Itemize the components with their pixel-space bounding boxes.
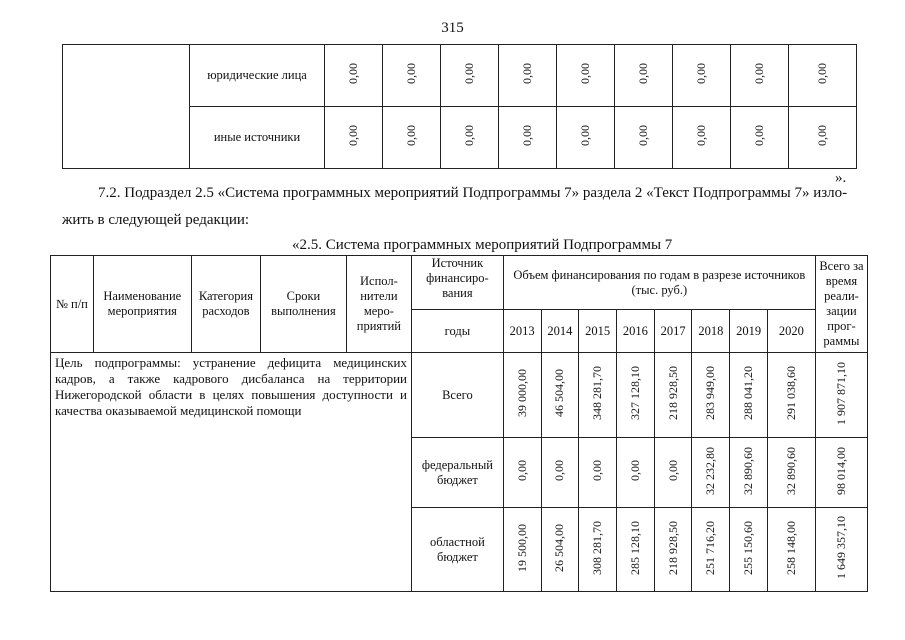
value-cell: 0,00 xyxy=(404,125,418,146)
value-cell: 39 000,00 xyxy=(514,369,529,417)
goal-text: Цель подпрограммы: устранение дефицита медицинских кадров, а также кадрового дисбаланса на территории Нижегородской области в целях повышения доступности и качества оказываемой медицинской помощи xyxy=(51,353,412,592)
value-cell: 32 890,60 xyxy=(783,446,798,495)
value-cell: 0,00 xyxy=(346,125,360,146)
value-cell: 258 148,00 xyxy=(783,520,798,575)
source-label: областной бюджет xyxy=(412,508,504,592)
header-year: 2015 xyxy=(579,310,617,353)
value-cell: 0,00 xyxy=(636,125,650,146)
total-cell: 1 907 871,10 xyxy=(833,361,848,425)
header-source: Источник финансиро-вания xyxy=(412,256,504,310)
value-cell: 291 038,60 xyxy=(783,366,798,420)
value-cell: 255 150,60 xyxy=(741,520,756,575)
header-year: 2014 xyxy=(541,310,579,353)
source-label: Всего xyxy=(412,353,504,438)
value-cell: 251 716,20 xyxy=(703,520,718,575)
value-cell: 0,00 xyxy=(627,460,642,481)
value-cell: 0,00 xyxy=(520,63,534,84)
header-category: Категория расходов xyxy=(191,256,260,353)
paragraph-line-2: жить в следующей редакции: xyxy=(62,212,250,228)
value-cell: 0,00 xyxy=(665,460,680,481)
total-cell: 1 649 357,10 xyxy=(833,516,848,579)
value-cell: 283 949,00 xyxy=(703,366,718,420)
value-cell: 285 128,10 xyxy=(627,520,642,575)
value-cell: 288 041,20 xyxy=(741,366,756,420)
value-cell: 32 232,80 xyxy=(703,446,718,495)
header-term: Сроки выполнения xyxy=(261,256,347,353)
value-cell: 0,00 xyxy=(752,125,766,146)
value-cell: 0,00 xyxy=(462,125,476,146)
header-year: 2013 xyxy=(503,310,541,353)
value-cell: 0,00 xyxy=(694,125,708,146)
value-cell: 218 928,50 xyxy=(665,520,680,575)
value-cell: 0,00 xyxy=(552,460,567,481)
value-cell: 0,00 xyxy=(815,63,829,84)
value-cell: 46 504,00 xyxy=(552,369,567,417)
header-year: 2019 xyxy=(730,310,768,353)
header-year: 2017 xyxy=(654,310,692,353)
value-cell: 0,00 xyxy=(590,460,605,481)
value-cell: 0,00 xyxy=(346,63,360,84)
value-cell: 218 928,50 xyxy=(665,366,680,420)
program-measures-table xyxy=(50,255,868,592)
value-cell: 348 281,70 xyxy=(590,366,605,420)
header-executors: Испол-нители меро-приятий xyxy=(346,256,411,353)
value-cell: 0,00 xyxy=(520,125,534,146)
value-cell: 0,00 xyxy=(404,63,418,84)
value-cell: 0,00 xyxy=(578,63,592,84)
page-number: 315 xyxy=(441,20,464,36)
table-row xyxy=(63,45,857,107)
value-cell: 26 504,00 xyxy=(552,523,567,572)
header-name: Наименование мероприятия xyxy=(93,256,191,353)
value-cell: 308 281,70 xyxy=(590,520,605,575)
value-cell: 0,00 xyxy=(752,63,766,84)
header-year: 2020 xyxy=(767,310,815,353)
closing-quote: ». xyxy=(835,170,847,186)
header-num: № п/п xyxy=(51,256,94,353)
total-cell: 98 014,00 xyxy=(833,446,848,495)
value-cell: 0,00 xyxy=(694,63,708,84)
source-label: федеральный бюджет xyxy=(412,438,504,508)
header-years-label: годы xyxy=(412,310,504,353)
value-cell: 0,00 xyxy=(636,63,650,84)
header-funding: Объем финансирования по годам в разрезе источников (тыс. руб.) xyxy=(503,256,815,310)
paragraph-line-1: 7.2. Подраздел 2.5 «Система программных мероприятий Подпрограммы 7» раздела 2 «Текст Подпрограммы 7» изло- xyxy=(98,185,848,201)
value-cell: 0,00 xyxy=(815,125,829,146)
continuation-table xyxy=(62,44,857,169)
header-year: 2018 xyxy=(692,310,730,353)
table-row xyxy=(51,353,868,438)
value-cell: 327 128,10 xyxy=(627,366,642,420)
value-cell: 32 890,60 xyxy=(741,446,756,495)
value-cell: 0,00 xyxy=(578,125,592,146)
header-year: 2016 xyxy=(617,310,655,353)
empty-cell xyxy=(63,45,190,169)
value-cell: 0,00 xyxy=(514,460,529,481)
value-cell: 19 500,00 xyxy=(514,523,529,572)
section-title: «2.5. Система программных мероприятий Подпрограммы 7 xyxy=(292,237,673,253)
header-total: Всего за время реали-зации прог-раммы xyxy=(815,256,867,353)
value-cell: 0,00 xyxy=(462,63,476,84)
row-label: иные источники xyxy=(190,107,325,169)
row-label: юридические лица xyxy=(190,45,325,107)
